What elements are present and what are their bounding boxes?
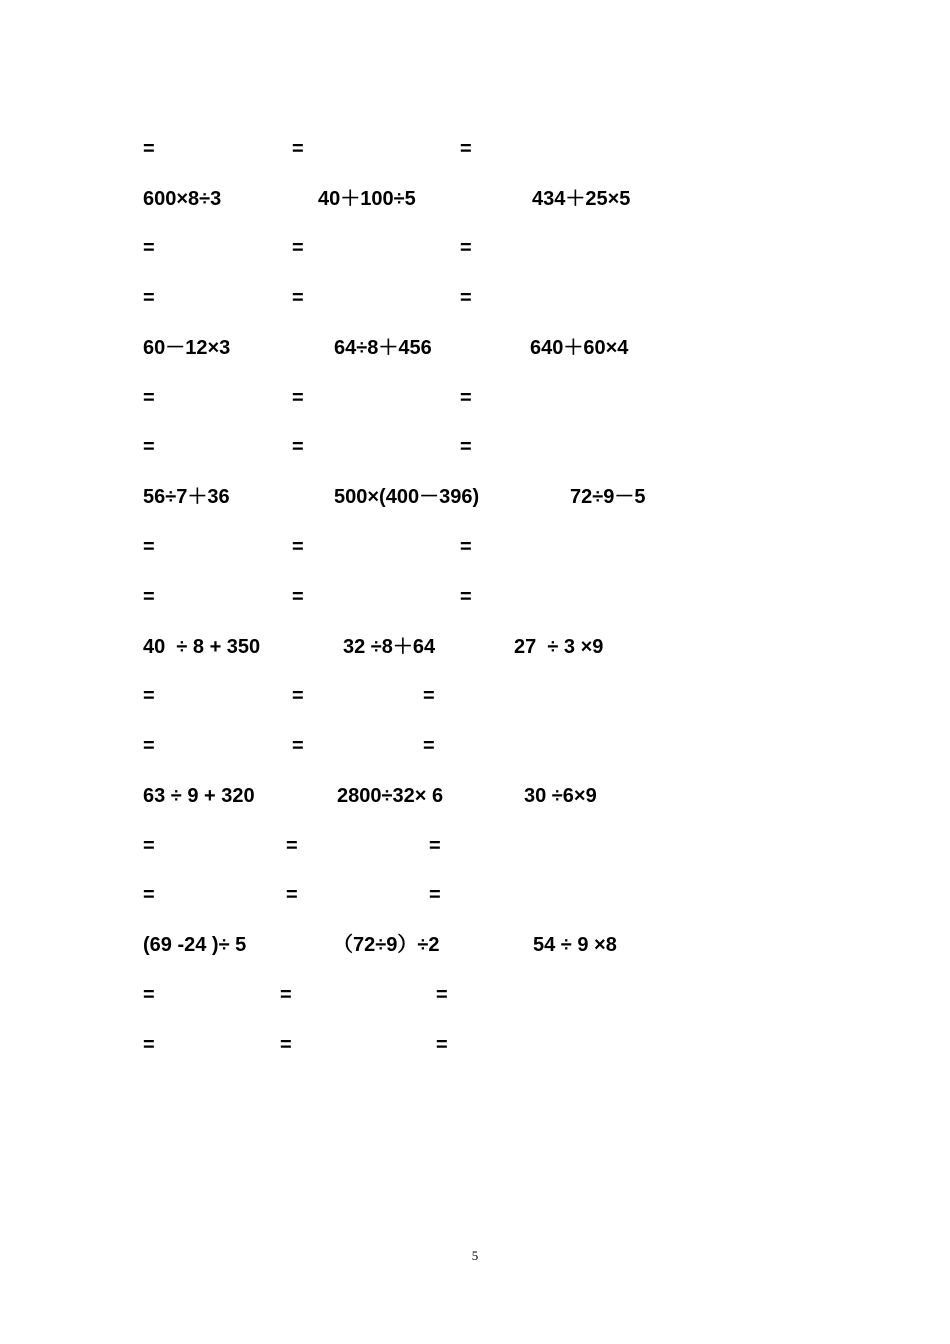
equals-sign: = xyxy=(143,387,155,409)
equals-sign: = xyxy=(292,138,304,160)
problem-expression: 60－12×3 xyxy=(143,337,231,359)
equals-sign: = xyxy=(143,685,155,707)
equals-sign: = xyxy=(143,984,155,1006)
equals-sign: = xyxy=(436,1034,448,1056)
equals-sign: = xyxy=(292,237,304,259)
equals-sign: = xyxy=(429,884,441,906)
equals-sign: = xyxy=(460,138,472,160)
equals-sign: = xyxy=(143,735,155,757)
equals-sign: = xyxy=(436,984,448,1006)
problem-expression: 40 ÷ 8 + 350 xyxy=(143,636,261,658)
problem-expression: 54 ÷ 9 ×8 xyxy=(533,934,617,956)
page-number: 5 xyxy=(471,1248,479,1263)
equals-sign: = xyxy=(286,835,298,857)
equals-sign: = xyxy=(460,536,472,558)
problem-expression: 32 ÷8＋64 xyxy=(343,636,436,658)
equals-sign: = xyxy=(286,884,298,906)
problem-expression: 30 ÷6×9 xyxy=(524,785,597,807)
equals-sign: = xyxy=(460,586,472,608)
equals-sign: = xyxy=(460,387,472,409)
equals-sign: = xyxy=(143,287,155,309)
equals-sign: = xyxy=(429,835,441,857)
problem-expression: 40＋100÷5 xyxy=(318,188,416,210)
problem-expression: 2800÷32× 6 xyxy=(337,785,444,807)
problem-expression: 500×(400－396) xyxy=(334,486,480,508)
problem-expression: 600×8÷3 xyxy=(143,188,222,210)
equals-sign: = xyxy=(460,237,472,259)
equals-sign: = xyxy=(292,536,304,558)
equals-sign: = xyxy=(143,436,155,458)
problem-expression: 640＋60×4 xyxy=(530,337,629,359)
equals-sign: = xyxy=(143,237,155,259)
equals-sign: = xyxy=(292,735,304,757)
equals-sign: = xyxy=(292,436,304,458)
equals-sign: = xyxy=(143,138,155,160)
problem-expression: (69 -24 )÷ 5 xyxy=(143,934,247,956)
problem-expression: 56÷7＋36 xyxy=(143,486,230,508)
equals-sign: = xyxy=(143,835,155,857)
equals-sign: = xyxy=(423,685,435,707)
equals-sign: = xyxy=(292,586,304,608)
problem-expression: 434＋25×5 xyxy=(532,188,631,210)
equals-sign: = xyxy=(460,287,472,309)
problem-expression: 72÷9－5 xyxy=(570,486,646,508)
equals-sign: = xyxy=(280,1034,292,1056)
equals-sign: = xyxy=(423,735,435,757)
equals-sign: = xyxy=(292,287,304,309)
equals-sign: = xyxy=(280,984,292,1006)
equals-sign: = xyxy=(292,387,304,409)
problem-expression: 64÷8＋456 xyxy=(334,337,432,359)
problem-expression: 63 ÷ 9 + 320 xyxy=(143,785,255,807)
equals-sign: = xyxy=(143,1034,155,1056)
equals-sign: = xyxy=(143,586,155,608)
problem-expression: （72÷9）÷2 xyxy=(333,934,440,956)
equals-sign: = xyxy=(143,884,155,906)
equals-sign: = xyxy=(460,436,472,458)
problem-expression: 27 ÷ 3 ×9 xyxy=(514,636,604,658)
equals-sign: = xyxy=(292,685,304,707)
equals-sign: = xyxy=(143,536,155,558)
